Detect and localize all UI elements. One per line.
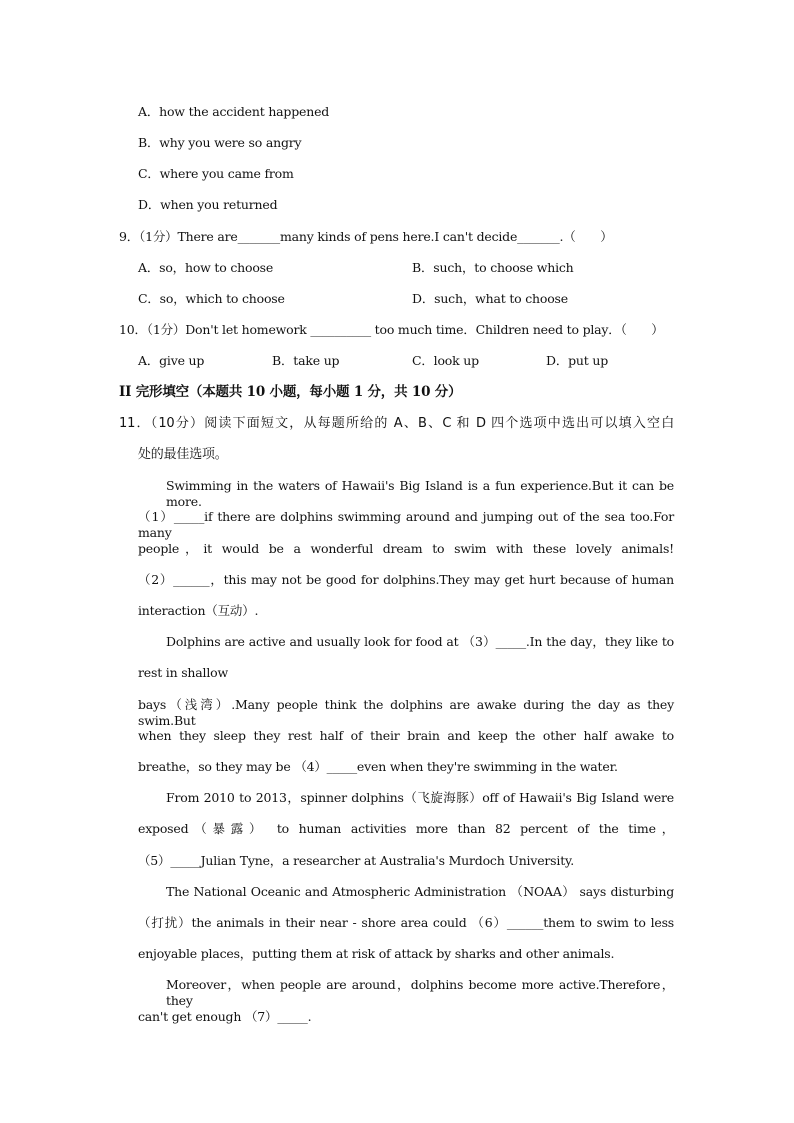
q10-option-a: A．give up bbox=[138, 353, 205, 368]
q10-option-c: C．look up bbox=[412, 353, 479, 368]
q9-option-d: D．such，what to choose bbox=[412, 291, 568, 306]
passage-p4-line3: enjoyable places，putting them at risk of attack by sharks and other animals. bbox=[138, 946, 615, 961]
section-title-cloze: II 完形填空（本题共 10 小题，每小题 1 分，共 10 分） bbox=[119, 384, 462, 400]
passage-p3-line1: From 2010 to 2013，spinner dolphins（飞旋海豚）off of Hawaii's Big Island were bbox=[166, 790, 674, 805]
passage-p3-line2: exposed（暴露） to human activities more than 82 percent of the time， bbox=[138, 821, 674, 836]
q10-stem: 10．（1分）Don't let homework __________ too much time．Children need to play．（ ） bbox=[119, 322, 664, 337]
passage-p2-line5: breathe，so they may be （4）_____even when they're swimming in the water. bbox=[138, 759, 618, 774]
passage-p1-line5: interaction（互动）. bbox=[138, 603, 259, 618]
q10-option-b: B．take up bbox=[272, 353, 340, 368]
passage-p5-line1: Moreover，when people are around，dolphins become more active.Therefore，they bbox=[166, 977, 674, 1008]
q8-option-a: A．how the accident happened bbox=[138, 104, 330, 119]
passage-p2-line3: bays（浅湾）.Many people think the dolphins are awake during the day as they swim.But bbox=[138, 697, 674, 728]
q9-option-b: B．such，to choose which bbox=[412, 260, 574, 275]
passage-p2-line1: Dolphins are active and usually look for food at （3）_____.In the day，they like to bbox=[166, 634, 674, 649]
passage-p3-line3: （5）_____Julian Tyne，a researcher at Australia's Murdoch University. bbox=[138, 853, 574, 868]
q11-stem-line1: 11．（10分）阅读下面短文，从每题所给的 A、B、C 和 D 四个选项中选出可以填入空白 bbox=[119, 416, 674, 431]
q11-stem-line2: 处的最佳选项。 bbox=[138, 447, 228, 462]
passage-p1-line3: people，it would be a wonderful dream to swim with these lovely animals! bbox=[138, 541, 674, 556]
passage-p1-line1: Swimming in the waters of Hawaii's Big Island is a fun experience.But it can be more. bbox=[166, 478, 674, 509]
passage-p1-line2: （1）_____if there are dolphins swimming around and jumping out of the sea too.For many bbox=[138, 509, 674, 540]
q10-option-d: D．put up bbox=[546, 353, 609, 368]
q9-option-c: C．so，which to choose bbox=[138, 291, 285, 306]
passage-p4-line1: The National Oceanic and Atmospheric Administration （NOAA） says disturbing bbox=[166, 884, 674, 899]
q9-stem: 9．（1分）There are_______many kinds of pens here.I can't decide_______.（ ） bbox=[119, 229, 613, 244]
q8-option-d: D．when you returned bbox=[138, 197, 278, 212]
passage-p2-line2: rest in shallow bbox=[138, 665, 228, 680]
passage-p1-line4: （2）______，this may not be good for dolphins.They may get hurt because of human bbox=[138, 572, 674, 587]
passage-p4-line2: （打扰）the animals in their near - shore area could （6）______them to swim to less bbox=[138, 915, 674, 930]
q9-option-a: A．so，how to choose bbox=[138, 260, 274, 275]
q8-option-b: B．why you were so angry bbox=[138, 135, 302, 150]
q8-option-c: C．where you came from bbox=[138, 166, 294, 181]
passage-p5-line2: can't get enough （7）_____. bbox=[138, 1009, 312, 1024]
passage-p2-line4: when they sleep they rest half of their brain and keep the other half awake to bbox=[138, 728, 674, 743]
